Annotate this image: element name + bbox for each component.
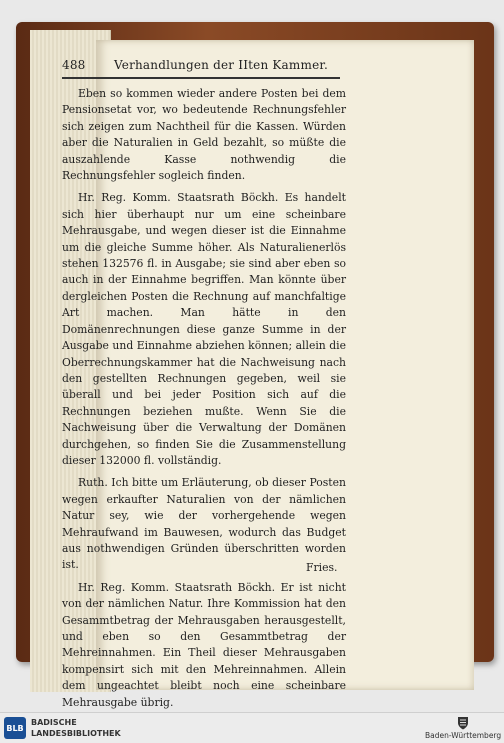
coat-of-arms-icon [456,716,470,730]
library-name-line2: LANDESBIBLIOTHEK [31,729,121,738]
header-rule [62,77,340,79]
page-body [62,86,346,719]
running-title: Verhandlungen der IIten Kammer. [114,58,329,72]
library-name-line1: BADISCHE [31,718,77,727]
state-label: Baden-Württemberg [425,731,502,740]
paragraph: Hr. Reg. Komm. Staatsrath Böckh. Es handelt sich hier überhaupt nur um eine scheinbare Mehrausgabe, und wegen dieser ist die Einnahme um die gleiche Summe höher. Als Naturalienerlös stehen 132576 fl. in Ausgabe; sie sind aber eben so auch in der Einnahme begriffen. Man könnte über dergleichen Posten die Rechnung auf manchfaltige Art machen. Man hätte in den Domänenrechnungen diese ganze Summe in der Ausgabe und Einnahme abziehen können; allein die Oberrechnungskammer hat die Nachweisung nach den gestellten Rechnungen gegeben, weil sie überall und bei jeder Position sich auf die Rechnungen beziehen mußte. Wenn Sie die Nachweisung über die Verwaltung der Domänen durchgehen, so finden Sie die Zusammenstellung dieser 132000 fl. vollständig. [62,191,346,467]
footer-bar [0,712,504,743]
paragraph: Ruth. Ich bitte um Erläuterung, ob dieser Posten wegen erkaufter Naturalien von der nämlichen Natur sey, wie der vorhergehende wegen Mehraufwand im Bauwesen, wodurch das Budget aus nothwendigen Gründen überschritten worden ist. [62,476,346,572]
blb-logo[interactable]: BLB [4,717,26,739]
page-number: 488 [62,58,86,72]
catchword: Fries. [306,561,338,574]
paragraph: Eben so kommen wieder andere Posten bei dem Pensionsetat vor, wo bedeutende Rechnungsfehler sich zeigen zum Nachtheil für die Kassen. Würden aber die Naturalien in Geld bezahlt, so müßte die auszahlende Kasse nothwendig die Rechnungsfehler sogleich finden. [62,87,346,183]
library-name [31,717,121,739]
paragraph: Hr. Reg. Komm. Staatsrath Böckh. Er ist nicht von der nämlichen Natur. Ihre Kommission hat den Gesammtbetrag der Mehrausgaben herausgestellt, und eben so den Gesammtbetrag der Mehreinnahmen. Ein Theil dieser Mehrausgaben kompensirt sich mit den Mehreinnahmen. Allein dem ungeachtet bleibt noch eine scheinbare Mehrausgabe übrig. [62,580,346,709]
